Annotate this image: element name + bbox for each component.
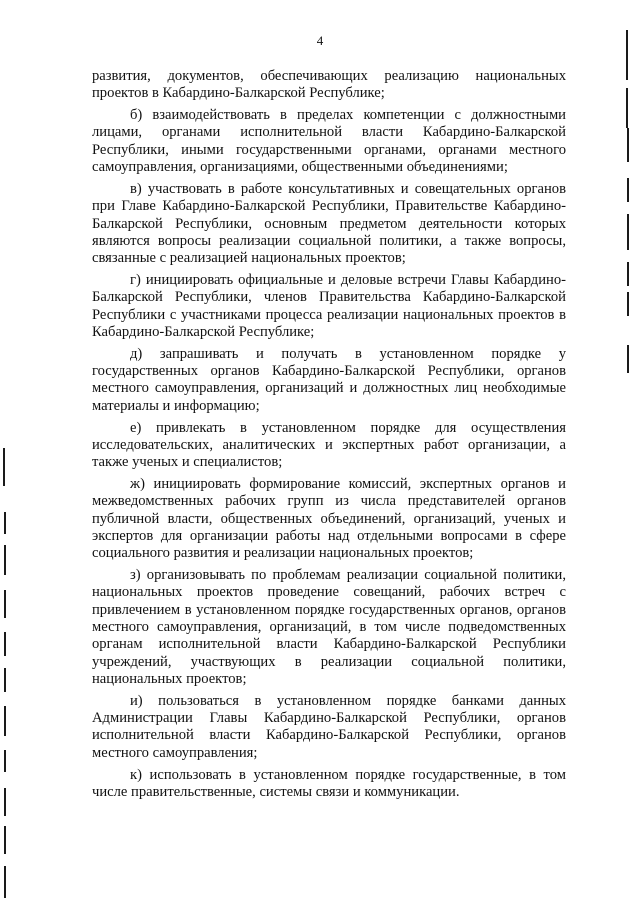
paragraph-item-g: г) инициировать официальные и деловые встречи Главы Кабардино-Балкарской Республики, членов Правительства Кабардино-Балкарской Республики с участниками процесса реализации национальных проектов в Кабардино-Балкарской Республике; (92, 272, 566, 340)
paragraph-item-d: д) запрашивать и получать в установленном порядке у государственных органов Кабардино-Балкарской Республики, органов местного самоуправления, организаций и должностных лиц необходимые материалы и информацию; (92, 345, 566, 414)
paragraph-item-z: з) организовывать по проблемам реализации социальной политики, национальных проектов проведение совещаний, рабочих встреч с привлечением в установленном порядке государственных органов, органов местного самоуправления, организаций, в том числе подведомственных органам исполнительной власти Кабардино-Балкарской Республики учреждений, участвующих в реализации социальной политики, национальных проектов; (92, 567, 566, 687)
scan-edge-mark (4, 512, 6, 534)
paragraph-item-k: к) использовать в установленном порядке государственные, в том числе правительственные, системы связи и коммуникации. (92, 766, 566, 800)
scan-edge-mark (4, 706, 6, 736)
scan-edge-mark (4, 668, 6, 692)
scan-edge-mark (627, 292, 629, 316)
scan-edge-mark (4, 590, 6, 618)
paragraph-item-i: и) пользоваться в установленном порядке банками данных Администрации Главы Кабардино-Балкарской Республики, органов исполнительной власти Кабардино-Балкарской Республики, органов местного самоуправления; (92, 692, 566, 761)
document-body (92, 68, 566, 806)
paragraph-item-b: б) взаимодействовать в пределах компетенции с должностными лицами, органами исполнительной власти Кабардино-Балкарской Республики, иными государственными органами, органами местного самоуправления, организациями, общественными объединениями; (92, 107, 566, 176)
paragraph-item-e: е) привлекать в установленном порядке для осуществления исследовательских, аналитических и экспертных работ организации, а также ученых и специалистов; (92, 419, 566, 471)
scan-edge-mark (627, 214, 629, 250)
scan-edge-mark (4, 750, 6, 772)
page-number: 4 (316, 33, 324, 48)
paragraph-continuation: развития, документов, обеспечивающих реализацию национальных проектов в Кабардино-Балкарской Республике; (92, 68, 566, 102)
scan-edge-mark (627, 128, 629, 162)
paragraph-item-zh: ж) инициировать формирование комиссий, экспертных органов и межведомственных рабочих групп из числа представителей органов публичной власти, общественных объединений, организаций, ученых и экспертов для организации работы над отдельными вопросами в сфере социального развития и реализации национальных проектов; (92, 476, 566, 562)
scan-edge-mark (3, 448, 5, 486)
scan-edge-mark (626, 30, 628, 80)
scan-edge-mark (626, 88, 628, 128)
scan-edge-mark (4, 545, 6, 575)
scan-edge-mark (4, 632, 6, 656)
scan-edge-mark (627, 345, 629, 373)
scan-edge-mark (4, 866, 6, 898)
scan-edge-mark (627, 178, 629, 202)
scan-edge-mark (4, 826, 6, 854)
scan-edge-mark (627, 262, 629, 286)
paragraph-item-v: в) участвовать в работе консультативных и совещательных органов при Главе Кабардино-Балкарской Республики, Правительстве Кабардино-Балкарской Республики, основным предметом деятельности которых являются вопросы реализации социальной политики, а также вопросы, связанные с реализацией национальных проектов; (92, 180, 566, 267)
scan-edge-mark (4, 788, 6, 816)
